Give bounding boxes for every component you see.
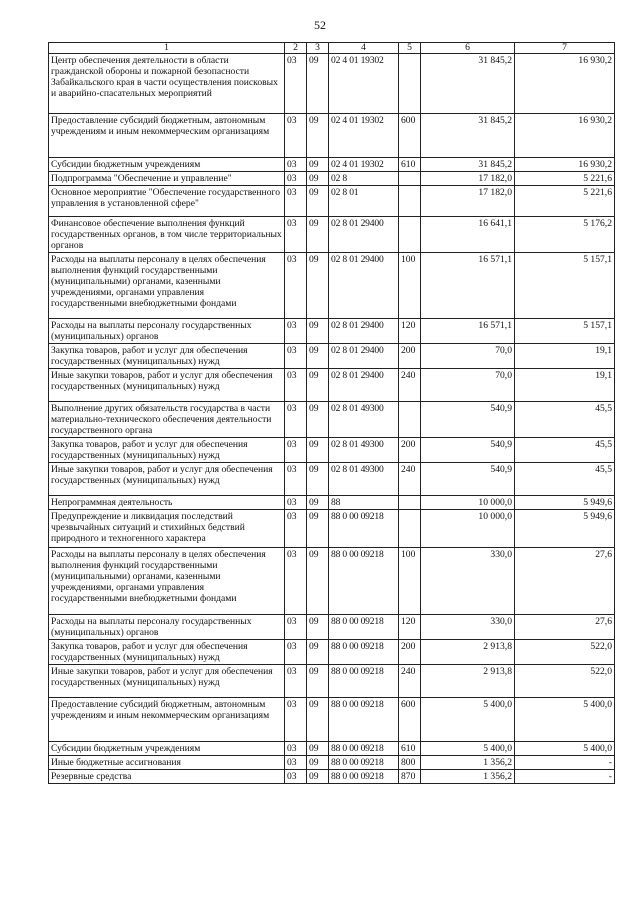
table-row bbox=[49, 496, 615, 510]
cell-section: 03 bbox=[285, 253, 307, 319]
cell-target-article: 88 0 00 09218 bbox=[329, 756, 399, 770]
cell-section: 03 bbox=[285, 756, 307, 770]
cell-name: Иные закупки товаров, работ и услуг для обеспечения государственных (муниципальных) нужд bbox=[49, 665, 285, 698]
cell-name: Субсидии бюджетным учреждениям bbox=[49, 742, 285, 756]
table-row bbox=[49, 369, 615, 402]
cell-target-article: 02 8 01 bbox=[329, 186, 399, 217]
cell-amount-actual: 5 400,0 bbox=[515, 698, 615, 742]
cell-expense-type: 610 bbox=[399, 742, 421, 756]
cell-subsection: 09 bbox=[307, 548, 329, 615]
cell-amount-plan: 540,9 bbox=[421, 438, 515, 463]
cell-expense-type bbox=[399, 402, 421, 438]
cell-amount-actual: - bbox=[515, 756, 615, 770]
cell-name: Расходы на выплаты персоналу в целях обеспечения выполнения функций государственными (муниципальными) органами, казенными учреждениями, органами управления государственными внебюджетными фондами bbox=[49, 253, 285, 319]
budget-table bbox=[48, 42, 615, 784]
cell-name: Центр обеспечения деятельности в области гражданской обороны и пожарной безопасности Забайкальского края в части осуществления поисковых и аварийно-спасательных мероприятий bbox=[49, 54, 285, 114]
table-row bbox=[49, 438, 615, 463]
cell-amount-actual: 5 157,1 bbox=[515, 319, 615, 344]
cell-section: 03 bbox=[285, 186, 307, 217]
cell-subsection: 09 bbox=[307, 319, 329, 344]
table-row bbox=[49, 742, 615, 756]
cell-expense-type bbox=[399, 496, 421, 510]
header-cell-3: 3 bbox=[307, 43, 329, 54]
cell-target-article: 88 0 00 09218 bbox=[329, 698, 399, 742]
cell-amount-plan: 2 913,8 bbox=[421, 665, 515, 698]
cell-amount-plan: 10 000,0 bbox=[421, 510, 515, 548]
cell-target-article: 88 0 00 09218 bbox=[329, 770, 399, 784]
cell-name: Закупка товаров, работ и услуг для обеспечения государственных (муниципальных) нужд bbox=[49, 344, 285, 369]
cell-section: 03 bbox=[285, 114, 307, 158]
cell-amount-plan: 70,0 bbox=[421, 344, 515, 369]
cell-amount-plan: 31 845,2 bbox=[421, 114, 515, 158]
cell-name: Расходы на выплаты персоналу государственных (муниципальных) органов bbox=[49, 615, 285, 640]
cell-subsection: 09 bbox=[307, 510, 329, 548]
table-row bbox=[49, 770, 615, 784]
table-row bbox=[49, 510, 615, 548]
cell-expense-type bbox=[399, 510, 421, 548]
table-row bbox=[49, 186, 615, 217]
cell-subsection: 09 bbox=[307, 463, 329, 496]
table-row bbox=[49, 158, 615, 172]
cell-subsection: 09 bbox=[307, 369, 329, 402]
cell-expense-type: 120 bbox=[399, 615, 421, 640]
cell-subsection: 09 bbox=[307, 172, 329, 186]
cell-target-article: 02 4 01 19302 bbox=[329, 54, 399, 114]
cell-amount-plan: 540,9 bbox=[421, 402, 515, 438]
cell-section: 03 bbox=[285, 665, 307, 698]
cell-name: Закупка товаров, работ и услуг для обеспечения государственных (муниципальных) нужд bbox=[49, 438, 285, 463]
cell-amount-actual: 522,0 bbox=[515, 665, 615, 698]
cell-target-article: 88 0 00 09218 bbox=[329, 665, 399, 698]
table-row bbox=[49, 698, 615, 742]
cell-expense-type: 200 bbox=[399, 438, 421, 463]
cell-section: 03 bbox=[285, 698, 307, 742]
cell-amount-actual: 5 157,1 bbox=[515, 253, 615, 319]
cell-subsection: 09 bbox=[307, 438, 329, 463]
cell-section: 03 bbox=[285, 770, 307, 784]
cell-amount-actual: 5 176,2 bbox=[515, 217, 615, 253]
cell-name: Иные закупки товаров, работ и услуг для обеспечения государственных (муниципальных) нужд bbox=[49, 463, 285, 496]
cell-expense-type bbox=[399, 54, 421, 114]
cell-target-article: 88 0 00 09218 bbox=[329, 510, 399, 548]
page-number: 52 bbox=[314, 18, 326, 32]
cell-expense-type: 240 bbox=[399, 463, 421, 496]
cell-expense-type: 800 bbox=[399, 756, 421, 770]
cell-amount-plan: 70,0 bbox=[421, 369, 515, 402]
cell-section: 03 bbox=[285, 172, 307, 186]
cell-section: 03 bbox=[285, 496, 307, 510]
cell-amount-actual: 45,5 bbox=[515, 402, 615, 438]
cell-amount-actual: 45,5 bbox=[515, 463, 615, 496]
cell-name: Выполнение других обязательств государства в части материально-технического обеспечения деятельности государственного органа bbox=[49, 402, 285, 438]
cell-amount-plan: 5 400,0 bbox=[421, 742, 515, 756]
cell-amount-plan: 16 641,1 bbox=[421, 217, 515, 253]
table-row bbox=[49, 344, 615, 369]
cell-amount-actual: 5 400,0 bbox=[515, 742, 615, 756]
cell-name: Расходы на выплаты персоналу государственных (муниципальных) органов bbox=[49, 319, 285, 344]
cell-amount-actual: 45,5 bbox=[515, 438, 615, 463]
cell-name: Закупка товаров, работ и услуг для обеспечения государственных (муниципальных) нужд bbox=[49, 640, 285, 665]
table-body bbox=[49, 54, 615, 784]
cell-expense-type: 200 bbox=[399, 640, 421, 665]
cell-amount-plan: 16 571,1 bbox=[421, 319, 515, 344]
cell-name: Резервные средства bbox=[49, 770, 285, 784]
cell-amount-plan: 1 356,2 bbox=[421, 770, 515, 784]
cell-amount-plan: 330,0 bbox=[421, 548, 515, 615]
table-row bbox=[49, 615, 615, 640]
cell-section: 03 bbox=[285, 344, 307, 369]
cell-expense-type: 610 bbox=[399, 158, 421, 172]
cell-expense-type: 870 bbox=[399, 770, 421, 784]
cell-amount-actual: 5 221,6 bbox=[515, 186, 615, 217]
cell-expense-type: 240 bbox=[399, 665, 421, 698]
cell-amount-plan: 540,9 bbox=[421, 463, 515, 496]
cell-subsection: 09 bbox=[307, 770, 329, 784]
cell-section: 03 bbox=[285, 615, 307, 640]
cell-name: Субсидии бюджетным учреждениям bbox=[49, 158, 285, 172]
table-row bbox=[49, 548, 615, 615]
table-row bbox=[49, 253, 615, 319]
cell-expense-type: 200 bbox=[399, 344, 421, 369]
table-row bbox=[49, 172, 615, 186]
cell-subsection: 09 bbox=[307, 496, 329, 510]
cell-target-article: 02 8 01 49300 bbox=[329, 463, 399, 496]
cell-target-article: 02 8 01 29400 bbox=[329, 319, 399, 344]
cell-target-article: 02 8 01 29400 bbox=[329, 253, 399, 319]
cell-name: Иные бюджетные ассигнования bbox=[49, 756, 285, 770]
cell-amount-actual: 5 949,6 bbox=[515, 496, 615, 510]
cell-name: Подпрограмма "Обеспечение и управление" bbox=[49, 172, 285, 186]
cell-expense-type: 120 bbox=[399, 319, 421, 344]
cell-name: Предупреждение и ликвидация последствий чрезвычайных ситуаций и стихийных бедствий природного и техногенного характера bbox=[49, 510, 285, 548]
cell-target-article: 02 8 01 49300 bbox=[329, 402, 399, 438]
cell-subsection: 09 bbox=[307, 217, 329, 253]
header-row bbox=[49, 43, 615, 54]
cell-expense-type: 600 bbox=[399, 114, 421, 158]
cell-subsection: 09 bbox=[307, 698, 329, 742]
cell-amount-plan: 16 571,1 bbox=[421, 253, 515, 319]
cell-subsection: 09 bbox=[307, 665, 329, 698]
cell-target-article: 88 bbox=[329, 496, 399, 510]
cell-name: Предоставление субсидий бюджетным, автономным учреждениям и иным некоммерческим организациям bbox=[49, 698, 285, 742]
cell-name: Расходы на выплаты персоналу в целях обеспечения выполнения функций государственными (муниципальными) органами, казенными учреждениями, органами управления государственными внебюджетными фондами bbox=[49, 548, 285, 615]
cell-name: Финансовое обеспечение выполнения функций государственных органов, в том числе территориальных органов bbox=[49, 217, 285, 253]
cell-amount-plan: 17 182,0 bbox=[421, 172, 515, 186]
cell-amount-actual: 522,0 bbox=[515, 640, 615, 665]
cell-subsection: 09 bbox=[307, 158, 329, 172]
cell-amount-plan: 31 845,2 bbox=[421, 54, 515, 114]
cell-name: Основное мероприятие "Обеспечение государственного управления в установленной сфере" bbox=[49, 186, 285, 217]
cell-amount-actual: 19,1 bbox=[515, 369, 615, 402]
cell-subsection: 09 bbox=[307, 615, 329, 640]
cell-amount-plan: 2 913,8 bbox=[421, 640, 515, 665]
cell-section: 03 bbox=[285, 640, 307, 665]
cell-expense-type bbox=[399, 217, 421, 253]
header-cell-7: 7 bbox=[515, 43, 615, 54]
table-row bbox=[49, 463, 615, 496]
cell-subsection: 09 bbox=[307, 640, 329, 665]
cell-amount-plan: 31 845,2 bbox=[421, 158, 515, 172]
cell-amount-plan: 5 400,0 bbox=[421, 698, 515, 742]
table-row bbox=[49, 640, 615, 665]
table-row bbox=[49, 114, 615, 158]
cell-amount-plan: 17 182,0 bbox=[421, 186, 515, 217]
cell-amount-actual: 16 930,2 bbox=[515, 158, 615, 172]
cell-section: 03 bbox=[285, 402, 307, 438]
cell-section: 03 bbox=[285, 369, 307, 402]
cell-name: Иные закупки товаров, работ и услуг для обеспечения государственных (муниципальных) нужд bbox=[49, 369, 285, 402]
cell-expense-type: 600 bbox=[399, 698, 421, 742]
header-cell-2: 2 bbox=[285, 43, 307, 54]
cell-amount-plan: 10 000,0 bbox=[421, 496, 515, 510]
cell-target-article: 02 4 01 19302 bbox=[329, 114, 399, 158]
cell-expense-type bbox=[399, 172, 421, 186]
cell-target-article: 02 4 01 19302 bbox=[329, 158, 399, 172]
cell-amount-actual: 5 221,6 bbox=[515, 172, 615, 186]
cell-section: 03 bbox=[285, 463, 307, 496]
cell-section: 03 bbox=[285, 742, 307, 756]
cell-section: 03 bbox=[285, 510, 307, 548]
cell-expense-type: 240 bbox=[399, 369, 421, 402]
cell-target-article: 88 0 00 09218 bbox=[329, 548, 399, 615]
cell-section: 03 bbox=[285, 548, 307, 615]
cell-name: Предоставление субсидий бюджетным, автономным учреждениям и иным некоммерческим организациям bbox=[49, 114, 285, 158]
cell-subsection: 09 bbox=[307, 402, 329, 438]
cell-amount-actual: 27,6 bbox=[515, 548, 615, 615]
cell-target-article: 88 0 00 09218 bbox=[329, 742, 399, 756]
cell-section: 03 bbox=[285, 158, 307, 172]
table-row bbox=[49, 319, 615, 344]
cell-target-article: 88 0 00 09218 bbox=[329, 640, 399, 665]
cell-target-article: 02 8 01 29400 bbox=[329, 217, 399, 253]
header-cell-6: 6 bbox=[421, 43, 515, 54]
cell-target-article: 02 8 01 29400 bbox=[329, 369, 399, 402]
cell-amount-actual: 16 930,2 bbox=[515, 114, 615, 158]
cell-expense-type: 100 bbox=[399, 253, 421, 319]
cell-subsection: 09 bbox=[307, 114, 329, 158]
cell-name: Непрограммная деятельность bbox=[49, 496, 285, 510]
cell-amount-actual: 5 949,6 bbox=[515, 510, 615, 548]
cell-section: 03 bbox=[285, 54, 307, 114]
table-row bbox=[49, 402, 615, 438]
table-row bbox=[49, 665, 615, 698]
cell-target-article: 88 0 00 09218 bbox=[329, 615, 399, 640]
cell-amount-actual: - bbox=[515, 770, 615, 784]
cell-amount-plan: 1 356,2 bbox=[421, 756, 515, 770]
cell-amount-plan: 330,0 bbox=[421, 615, 515, 640]
cell-target-article: 02 8 bbox=[329, 172, 399, 186]
table-row bbox=[49, 54, 615, 114]
cell-amount-actual: 19,1 bbox=[515, 344, 615, 369]
table-row bbox=[49, 756, 615, 770]
cell-subsection: 09 bbox=[307, 186, 329, 217]
header-cell-5: 5 bbox=[399, 43, 421, 54]
header-cell-4: 4 bbox=[329, 43, 399, 54]
cell-expense-type bbox=[399, 186, 421, 217]
cell-section: 03 bbox=[285, 438, 307, 463]
cell-section: 03 bbox=[285, 319, 307, 344]
cell-subsection: 09 bbox=[307, 253, 329, 319]
cell-subsection: 09 bbox=[307, 344, 329, 369]
cell-expense-type: 100 bbox=[399, 548, 421, 615]
cell-target-article: 02 8 01 49300 bbox=[329, 438, 399, 463]
table-row bbox=[49, 217, 615, 253]
cell-target-article: 02 8 01 29400 bbox=[329, 344, 399, 369]
cell-amount-actual: 16 930,2 bbox=[515, 54, 615, 114]
cell-subsection: 09 bbox=[307, 742, 329, 756]
cell-subsection: 09 bbox=[307, 756, 329, 770]
cell-section: 03 bbox=[285, 217, 307, 253]
cell-amount-actual: 27,6 bbox=[515, 615, 615, 640]
cell-subsection: 09 bbox=[307, 54, 329, 114]
header-cell-1: 1 bbox=[49, 43, 285, 54]
